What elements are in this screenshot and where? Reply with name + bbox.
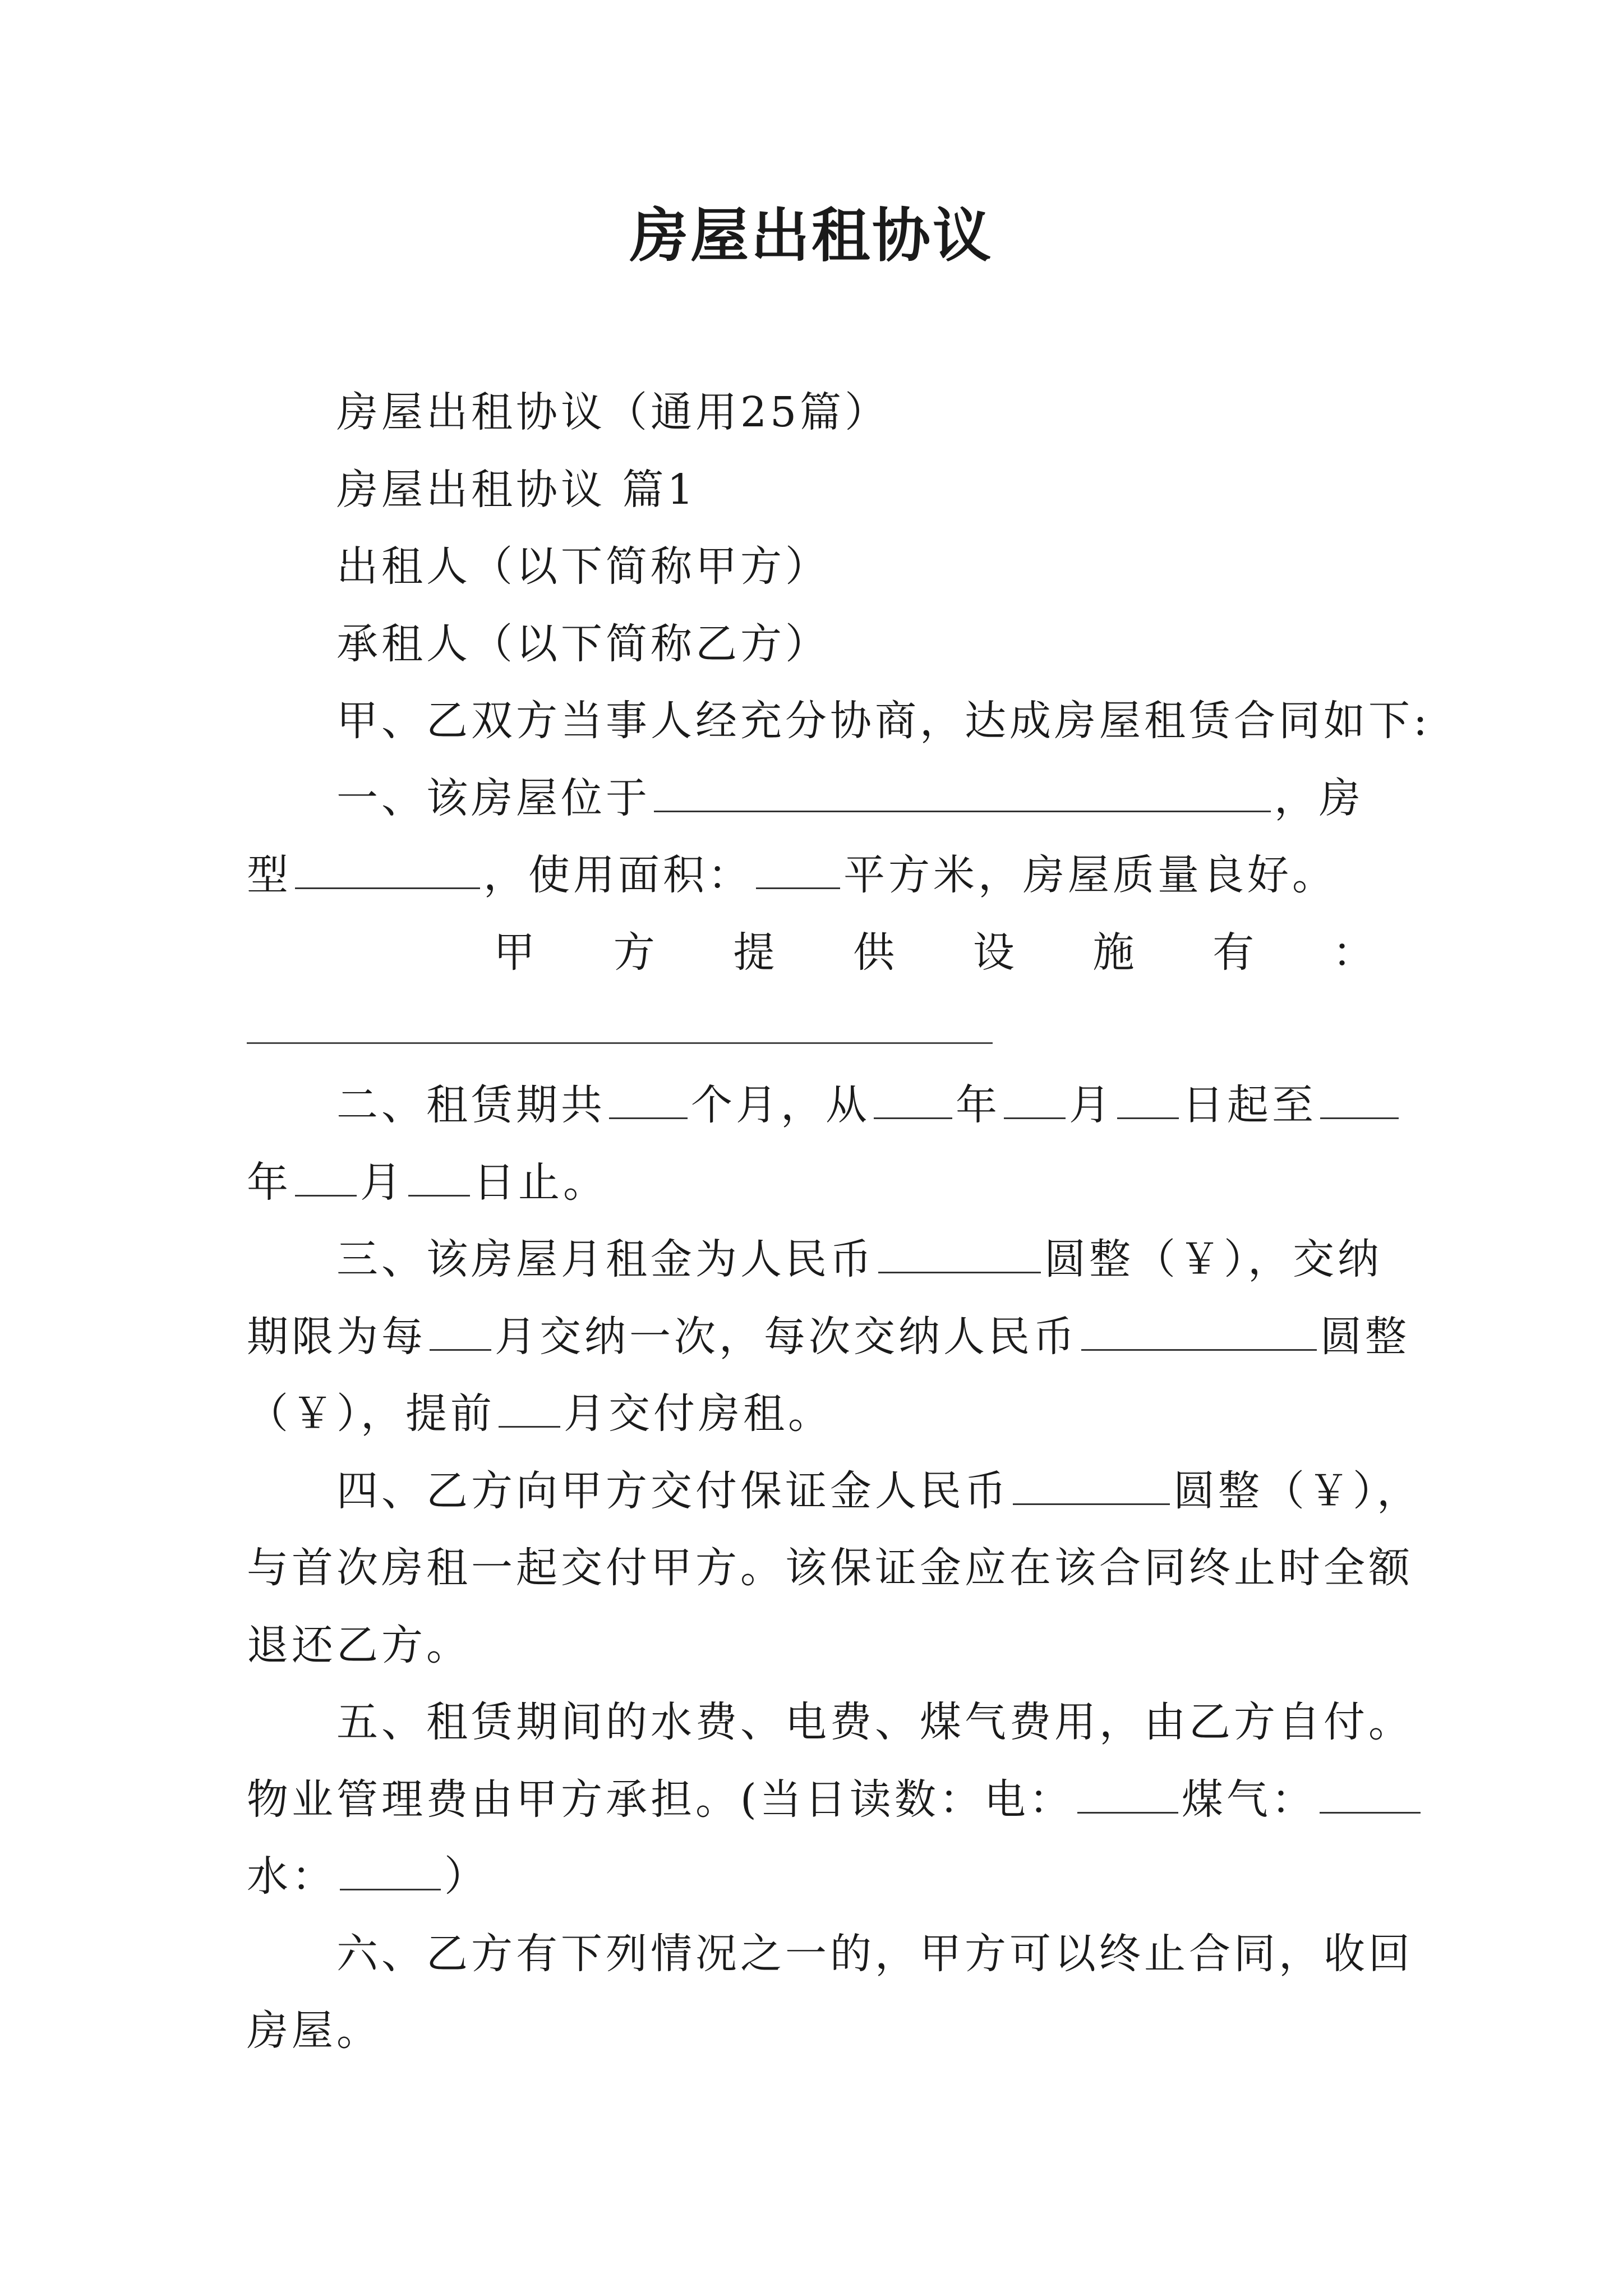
facilities-line [494,924,1374,981]
clause-1-text-c: 型 [247,851,292,899]
clause-4-text-a: 四、乙方向甲方交付保证金人民币 [336,1467,1009,1515]
section-title: 房屋出租协议 篇1 [336,466,697,514]
clause-1-text-d: ，使用面积： [483,851,753,899]
clause-5-text-b: 物业管理费由甲方承担。(当日读数：电： [247,1775,1074,1824]
pay-amount-blank [1081,1310,1317,1351]
water-reading-blank [340,1849,441,1890]
clause-2-text-g: 月 [360,1158,405,1207]
clause-5-text-c: 煤气： [1181,1775,1316,1824]
facilities-char: 方 [613,928,655,977]
clause-4-text-b: 圆整（￥）， [1173,1467,1422,1515]
facilities-char: 提 [733,928,775,977]
rent-blank [878,1232,1041,1273]
start-month-blank [1004,1078,1066,1119]
lessee-line: 承租人（以下简称乙方） [336,620,830,668]
document-subtitle: 房屋出租协议（通用25篇） [336,388,890,436]
facilities-char: 设 [972,928,1015,977]
facilities-blank [247,1042,993,1044]
gas-reading-blank [1320,1773,1421,1814]
clause-5-text-d: 水： [247,1852,336,1901]
clause-2-text-f: 年 [247,1158,292,1207]
facilities-char: 有 [1212,928,1255,977]
document-title: 房屋出租协议 [629,201,993,270]
end-day-blank [408,1156,470,1197]
clause-5-line-2 [247,1772,1424,1828]
area-blank [756,848,840,889]
lessor-line: 出租人（以下简称甲方） [336,542,830,591]
clause-2-text-h: 日止。 [473,1158,608,1207]
clause-3-line-3 [247,1386,833,1442]
clause-2-line-2 [247,1154,608,1211]
clause-2-text-e: 日起至 [1182,1081,1317,1129]
facilities-char: 施 [1092,928,1135,977]
clause-3-text-a: 三、该房屋月租金为人民币 [336,1235,875,1283]
start-year-blank [874,1078,952,1119]
clause-3-text-c: 期限为每 [247,1313,426,1361]
clause-3-line-1 [336,1231,1382,1287]
clause-3-text-d: 月交纳一次，每次交纳人民币 [495,1313,1078,1361]
start-day-blank [1117,1078,1179,1119]
clause-6-line-1: 六、乙方有下列情况之一的，甲方可以终止合同，收回 [336,1930,1413,1978]
facilities-char: 甲 [494,928,535,977]
facilities-char: 供 [853,928,895,977]
electric-reading-blank [1077,1773,1178,1814]
clause-2-text-c: 年 [956,1081,1000,1129]
clause-1-line-1 [336,770,1364,826]
end-month-blank [295,1156,357,1197]
address-blank [654,771,1271,812]
pay-interval-blank [430,1310,491,1351]
clause-6-line-2: 房屋。 [247,2007,381,2055]
facilities-char: ： [1332,928,1374,977]
end-year-blank [1320,1078,1399,1119]
deposit-blank [1013,1464,1170,1505]
clause-3-text-b: 圆整（￥），交纳 [1044,1235,1382,1283]
clause-5-line-1: 五、租赁期间的水费、电费、煤气费用，由乙方自付。 [336,1698,1413,1746]
clause-1-text-e: 平方米，房屋质量良好。 [843,851,1337,899]
clause-2-text-b: 个月，从 [691,1081,870,1129]
clause-5-text-e: ） [444,1852,489,1901]
clause-3-text-g: 月交付房租。 [564,1389,833,1438]
clause-1-text-b: ，房 [1274,774,1364,822]
clause-4-line-2: 与首次房租一起交付甲方。该保证金应在该合同终止时全额 [247,1544,1413,1592]
intro-line: 甲、乙双方当事人经充分协商，达成房屋租赁合同如下: [336,697,1431,745]
advance-blank [499,1387,560,1428]
clause-2-line-1 [336,1077,1402,1133]
clause-2-text-d: 月 [1069,1081,1114,1129]
months-blank [609,1078,688,1119]
layout-blank [295,848,480,889]
clause-3-line-2 [247,1309,1410,1365]
clause-5-line-3 [247,1848,489,1904]
clause-2-text-a: 二、租赁期共 [336,1081,606,1129]
clause-4-line-3: 退还乙方。 [247,1621,471,1669]
clause-1-text-a: 一、该房屋位于 [336,774,651,822]
clause-3-text-f: （￥），提前 [247,1389,495,1438]
clause-4-line-1 [336,1463,1422,1519]
clause-1-line-2 [247,847,1337,903]
clause-3-text-e: 圆整 [1320,1313,1410,1361]
